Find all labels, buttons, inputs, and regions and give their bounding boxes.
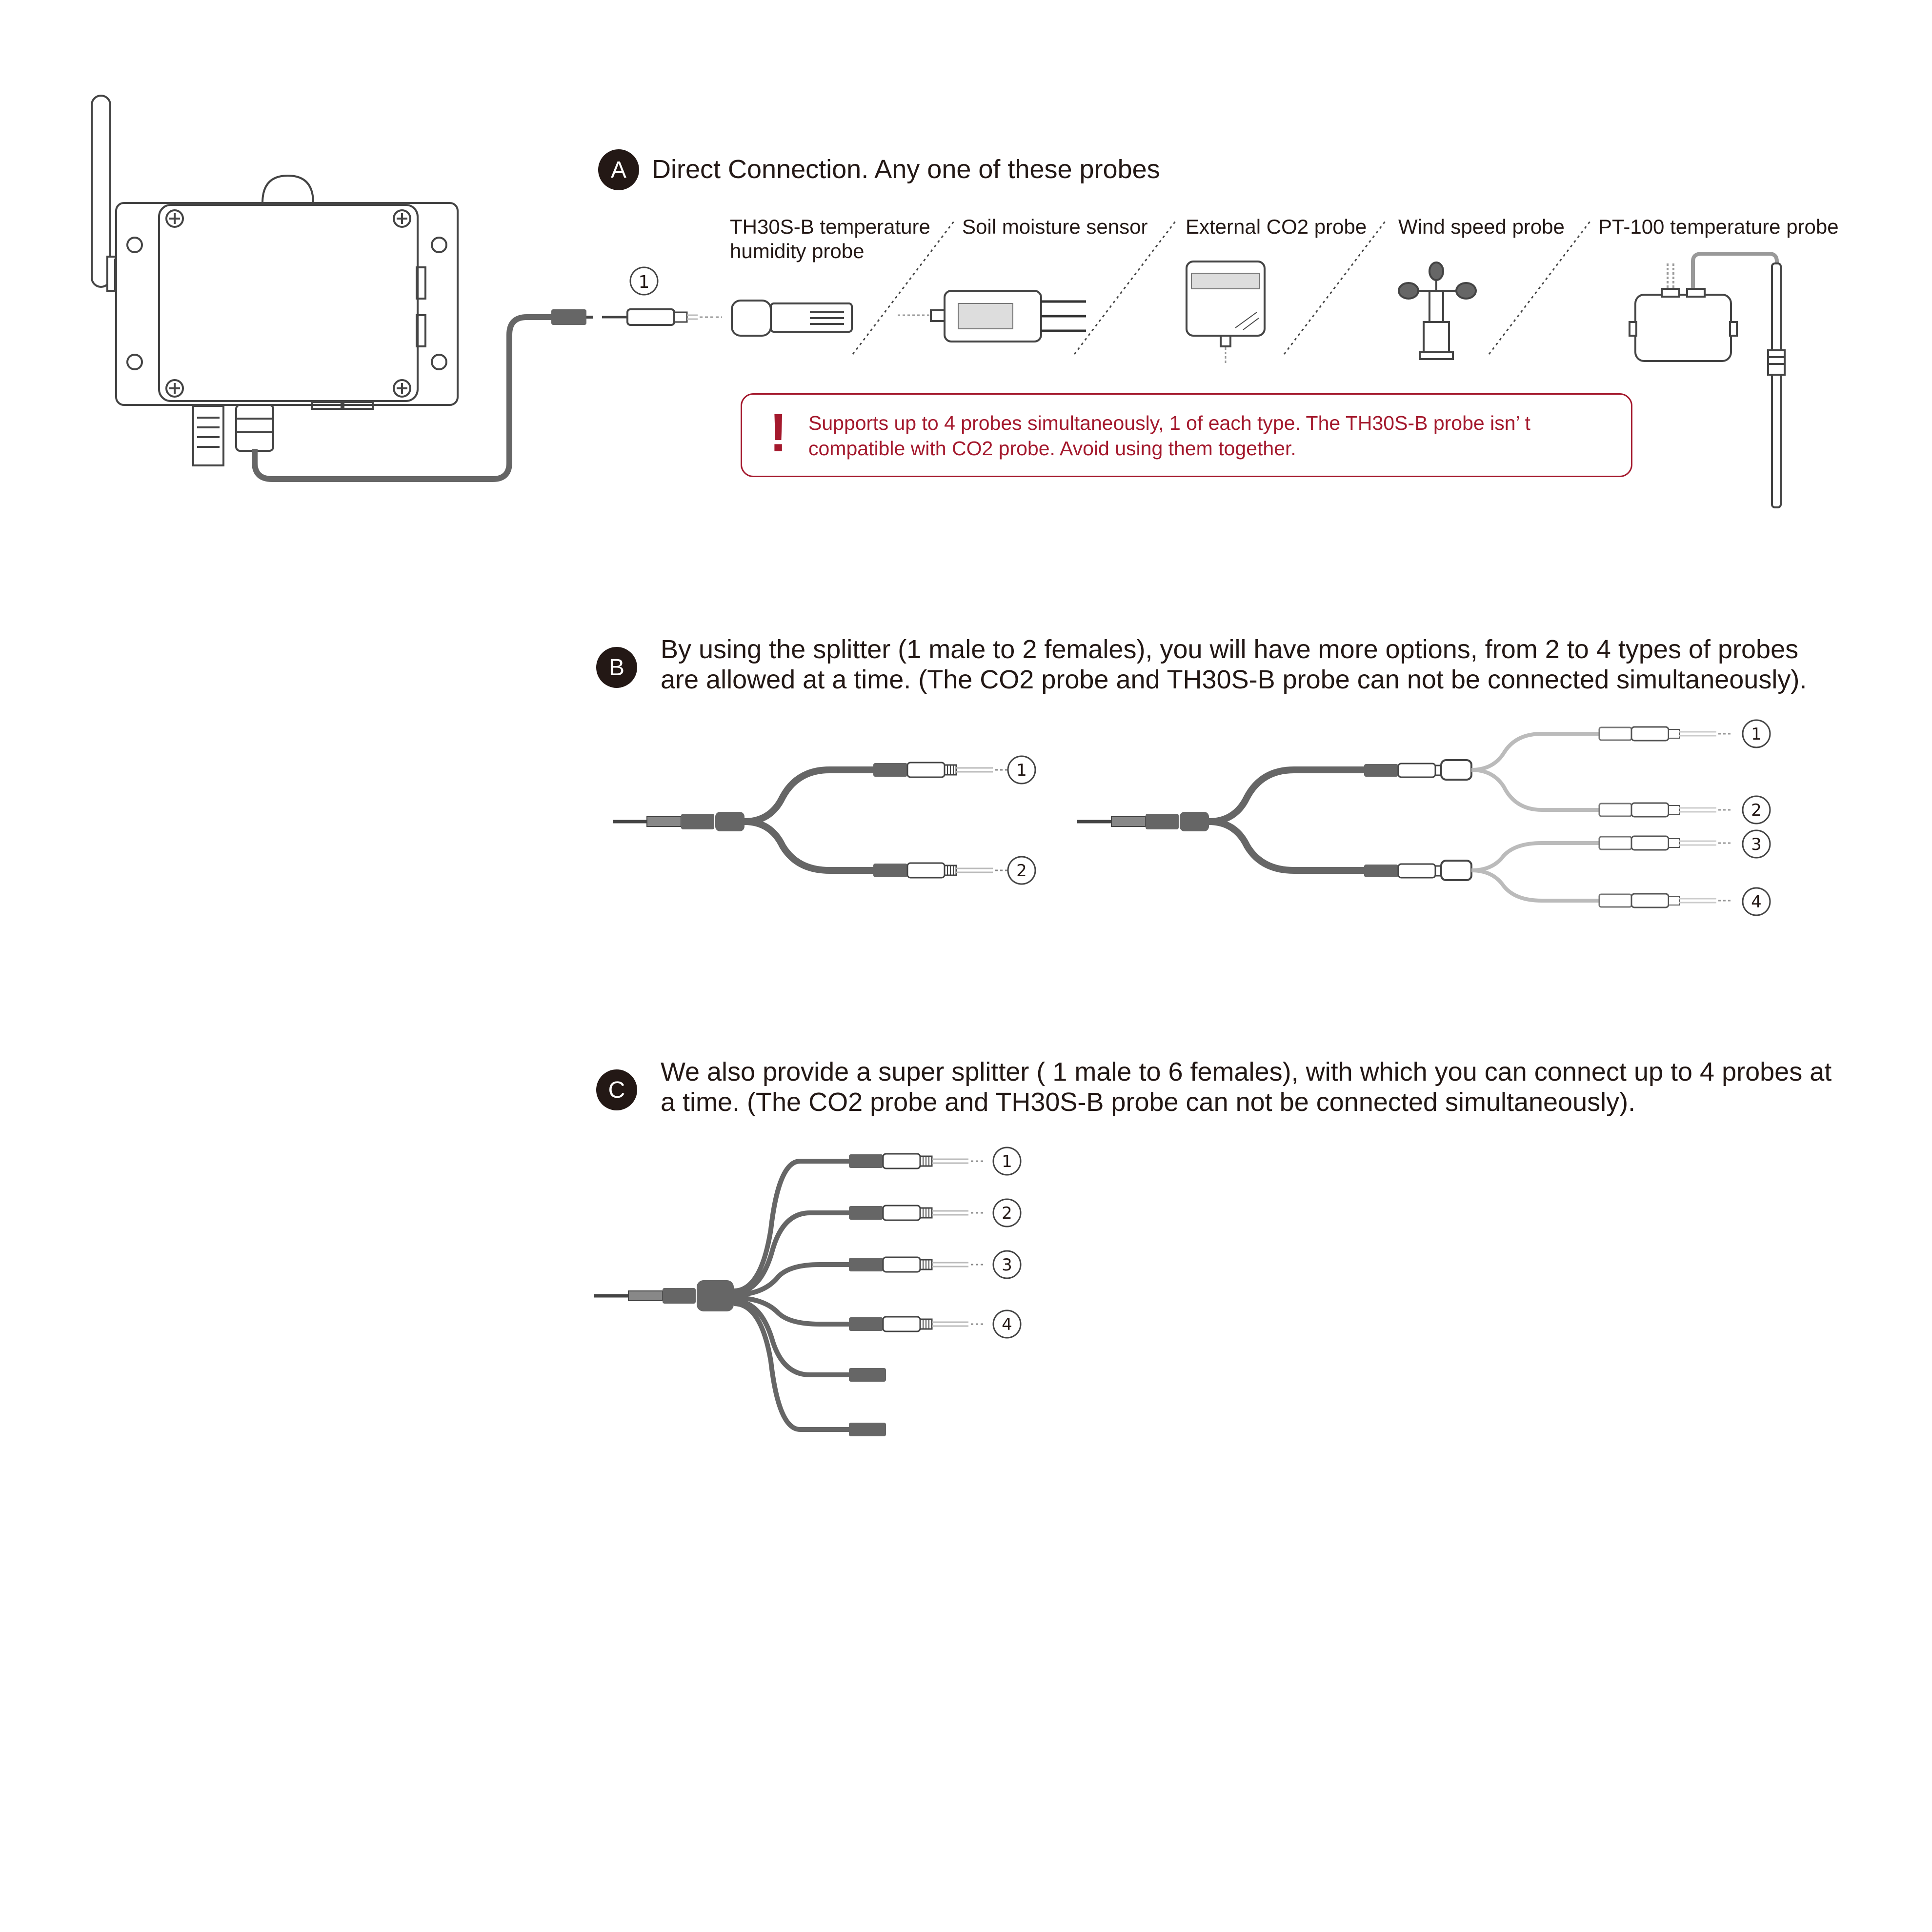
probe-label-th30s-b-line2: humidity probe [730,240,865,262]
b-left-port-2: 2 [1016,861,1027,881]
wind-speed-probe-icon [1399,262,1476,359]
section-b-badge: B [596,647,637,688]
warning-line-1: Supports up to 4 probes simultaneously, 1 of each type. The TH30S-B probe isn’ t [808,412,1530,434]
section-a-badge: A [598,149,639,190]
b-left-port-1: 1 [1016,761,1027,780]
section-b-description [661,634,1807,695]
compatibility-warning [741,393,1632,477]
splitter-1-to-4-icon [1077,727,1732,907]
pt-100-probe-icon [1630,254,1785,507]
section-c-line-2: a time. (The CO2 probe and TH30S-B probe can not be connected simultaneously). [661,1087,1636,1117]
b-right-port-1: 1 [1751,724,1762,744]
b-right-port-2: 2 [1751,801,1762,820]
section-b-line-2: are allowed at a time. (The CO2 probe and TH30S-B probe can not be connected simultaneously). [661,665,1807,694]
co2-probe-icon [1187,262,1265,364]
splitter-1-to-2-icon [613,763,1010,878]
c-port-4: 4 [1002,1315,1012,1334]
warning-icon: ! [769,403,787,463]
probe-label-co2: External CO2 probe [1186,215,1367,238]
c-port-1: 1 [1002,1152,1012,1171]
probe-label-wind-speed: Wind speed probe [1398,215,1565,238]
section-c-port-circles [993,1147,1021,1338]
warning-line-2: compatible with CO2 probe. Avoid using them together. [808,437,1296,460]
warning-text [808,410,1530,461]
gateway-device-icon [92,96,458,465]
b-right-port-3: 3 [1751,835,1762,854]
probe-label-soil-moisture: Soil moisture sensor [962,215,1148,238]
th30s-b-probe-icon [732,301,852,336]
section-a-title: Direct Connection. Any one of these probes [652,155,1160,184]
probe-label-pt-100: PT-100 temperature probe [1598,215,1839,238]
probe-label-th30s-b [730,215,930,263]
section-b-line-1: By using the splitter (1 male to 2 females), you will have more options, from 2 to 4 types of probes [661,635,1799,664]
section-c-line-1: We also provide a super splitter ( 1 male to 6 females), with which you can connect up to 4 probes at [661,1057,1832,1087]
c-port-3: 3 [1002,1255,1012,1275]
section-c-description [661,1057,1831,1117]
port-number-label: 1 [638,272,650,292]
super-splitter-1-to-6-icon [594,1154,986,1436]
probe-jack-icon [602,309,722,325]
b-right-port-4: 4 [1751,892,1762,912]
soil-moisture-sensor-icon [898,291,1086,342]
section-c-badge: C [596,1069,637,1110]
probe-label-th30s-b-line1: TH30S-B temperature [730,215,930,238]
c-port-2: 2 [1002,1204,1012,1223]
